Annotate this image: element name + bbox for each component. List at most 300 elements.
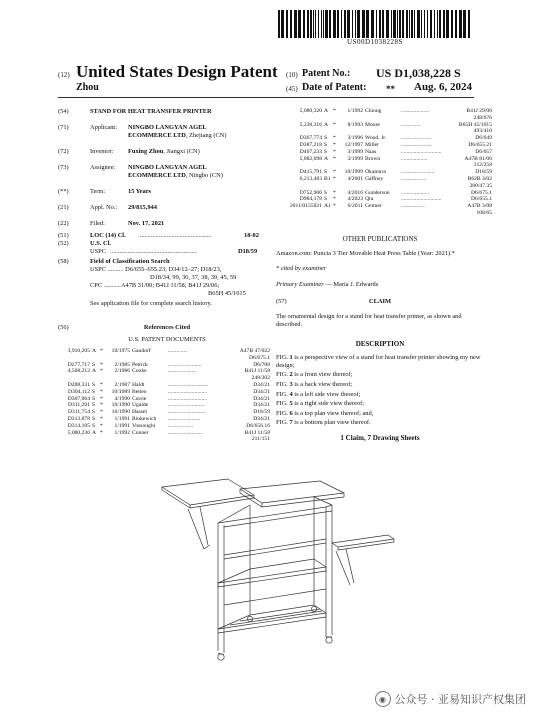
reference-class: B62B 3/02 <box>467 176 492 182</box>
barcode-bar <box>344 10 346 38</box>
reference-d: 10/1989 <box>111 388 130 395</box>
code-term: (**) <box>58 188 69 195</box>
patent-no-label: Patent No.: <box>302 68 351 79</box>
reference-k: A <box>324 108 329 114</box>
left-references-list <box>58 348 270 460</box>
reference-dots: ............................ <box>168 395 208 402</box>
design-title: STAND FOR HEAT TRANSFER PRINTER <box>90 108 212 115</box>
reference-class-continued: 211/151 <box>251 436 270 443</box>
code-58: (58) <box>58 258 69 265</box>
reference-who: Chiong <box>365 108 382 114</box>
inventor-place: , Jiangxi (CN) <box>163 148 200 155</box>
reference-dots: ............................ <box>168 388 208 395</box>
barcode-bar <box>393 10 396 38</box>
reference-dots: ...................... <box>401 135 432 142</box>
reference-dots: ............................. <box>168 382 209 388</box>
code-57: (57) <box>276 298 287 306</box>
reference-class: B41J 29/06 <box>466 108 492 114</box>
reference-dots: ............................. <box>401 148 442 155</box>
barcode-bar <box>298 10 301 38</box>
figure-description <box>276 354 484 369</box>
reference-class: A47B 3/08 <box>467 203 492 210</box>
barcode-bar <box>409 10 410 38</box>
barcode-bar <box>341 10 342 38</box>
reference-s: * <box>100 409 103 416</box>
header-rule <box>58 97 474 98</box>
reference-s: * <box>100 395 103 402</box>
barcode-bar <box>391 10 392 38</box>
barcode-bar <box>399 10 401 38</box>
reference-n: D387,218 <box>299 142 322 148</box>
fig-prefix: FIG. <box>276 409 290 417</box>
barcode-bar <box>414 10 415 38</box>
examiner-name: — Maria J. Edwards <box>323 280 379 288</box>
fig-number: 4 <box>289 390 293 398</box>
figure-description <box>276 400 484 408</box>
stand-perspective-drawing <box>150 465 400 680</box>
reference-dots: ........................... <box>168 409 206 416</box>
reference-class-continued: 248/676 <box>473 114 492 121</box>
filed-label: Filed: <box>90 220 105 227</box>
reference-s: * <box>100 348 103 354</box>
barcode-bar <box>333 10 336 38</box>
reference-s: * <box>333 203 336 210</box>
reference-class: D34/21 <box>253 382 270 388</box>
search-uspc-line-1: USPC .......... D6/655–655.23; D34/12–27; D18/23, <box>90 266 222 273</box>
reference-dots: .............. <box>168 348 188 354</box>
reference-who: Haldt <box>132 382 145 388</box>
barcode-bar <box>386 10 389 38</box>
header-code-10: (10) <box>286 71 298 79</box>
reference-class: A47B 81/06 <box>464 155 492 162</box>
barcode-bar <box>362 10 365 38</box>
reference-n: D415,791 <box>299 169 322 176</box>
uspc-dots: ...................................................... <box>110 248 197 255</box>
search-uspc-line-2: D18/34, 99, 36, 37, 38, 39, 45, 59 <box>150 274 237 281</box>
left-wing-bracket <box>188 507 210 549</box>
barcode-bar <box>294 10 297 38</box>
reference-d: 2/1985 <box>114 361 130 368</box>
fig-text: is a perspective view of a stand for heat transfer printer showing my new design; <box>276 354 481 369</box>
fig-text: is a left side view thereof; <box>292 390 361 398</box>
caster-front-right <box>326 637 332 643</box>
assignee-label: Assignee: <box>90 164 116 171</box>
reference-k: S <box>92 416 96 422</box>
reference-who: Moore <box>365 121 380 128</box>
reference-n: D288,331 <box>67 382 90 388</box>
reference-who: Cooke <box>132 368 147 375</box>
reference-d: 3/1999 <box>347 148 363 155</box>
reference-d: 10/1990 <box>111 409 130 416</box>
barcode-bar <box>325 10 328 38</box>
reference-n: 5,882,098 <box>299 155 322 162</box>
barcode-bar <box>459 10 462 38</box>
reference-dots: ....................... <box>168 416 201 422</box>
reference-k: S <box>324 142 328 148</box>
reference-who: Geitner <box>365 203 382 210</box>
reference-dots: ................. <box>401 203 425 210</box>
reference-n: 5,080,236 <box>67 429 90 436</box>
fig-text: is a bottom plan view thereof. <box>292 419 371 427</box>
reference-n: D313,878 <box>67 416 90 422</box>
reference-dots: ............................. <box>401 196 442 203</box>
code-52: (52) <box>58 240 69 247</box>
reference-s: * <box>100 402 103 409</box>
reference-d: 4/2001 <box>347 176 363 182</box>
code-51: (51) <box>58 232 69 239</box>
reference-d: 1/1991 <box>114 416 130 422</box>
reference-s: * <box>333 108 336 114</box>
reference-k: S <box>92 422 96 429</box>
barcode-bar <box>355 10 356 38</box>
reference-who: Gaudorf <box>132 348 151 354</box>
reference-k: S <box>324 148 328 155</box>
reference-k: S <box>324 135 328 142</box>
barcode-bar <box>323 10 324 38</box>
figure-description <box>276 419 484 427</box>
reference-class: D34/21 <box>253 416 270 422</box>
reference-d: 4/2016 <box>347 189 363 196</box>
reference-n: 6,213,483 <box>299 176 322 182</box>
barcode-bar <box>313 10 314 38</box>
reference-dots: .................. <box>168 422 194 429</box>
claim-title: CLAIM <box>368 298 391 306</box>
appl-no-label: Appl. No.: <box>90 204 118 211</box>
reference-s: * <box>100 368 103 375</box>
other-publication: Amazon.com: Puncia 3 Tier Movable Heat Press Table (Year: 2021).* <box>276 249 455 257</box>
reference-k: S <box>92 402 96 409</box>
uspc-label: USPC <box>90 248 106 255</box>
fig-prefix: FIG. <box>276 419 290 427</box>
loc-label: LOC (14) Cl. <box>90 232 126 239</box>
fig-prefix: FIG. <box>276 380 290 388</box>
examiner-label: Primary Examiner <box>276 280 324 288</box>
fig-number: 5 <box>289 400 293 408</box>
reference-who: Brown <box>365 155 381 162</box>
reference-n: D314,105 <box>67 422 90 429</box>
reference-class-continued: 312/258 <box>473 162 492 169</box>
loc-dots: .............................................. <box>138 232 212 239</box>
reference-dots: ................... <box>401 155 428 162</box>
reference-s: * <box>333 169 336 176</box>
reference-n: 2011/0155021 <box>289 203 322 210</box>
reference-s: * <box>100 422 103 429</box>
bibliographic-right <box>276 236 484 443</box>
reference-k: B1 <box>324 176 331 182</box>
code-22: (22) <box>58 220 69 227</box>
references-cited-title: References Cited <box>143 324 191 331</box>
barcode-bar <box>329 10 331 38</box>
description-title: DESCRIPTION <box>355 339 405 348</box>
fig-prefix: FIG. <box>276 390 290 398</box>
reference-k: S <box>92 361 96 368</box>
reference-s: * <box>333 135 336 142</box>
barcode-bar <box>446 10 449 38</box>
reference-k: A <box>324 121 329 128</box>
figure-description <box>276 410 484 418</box>
front-right-leg <box>326 505 332 637</box>
reference-k: S <box>324 196 328 203</box>
barcode-bar <box>376 10 377 38</box>
reference-s: * <box>333 121 336 128</box>
date-label: Date of Patent: <box>302 82 367 93</box>
reference-dots: .................. <box>401 176 427 182</box>
barcode-bar <box>417 10 420 38</box>
fig-number: 7 <box>289 419 293 427</box>
code-71: (71) <box>58 124 69 131</box>
reference-who: Naas <box>365 148 377 155</box>
reference-who: Ugalde <box>132 402 149 409</box>
reference-n: 4,568,212 <box>67 368 90 375</box>
field-search-label: Field of Classification Search <box>90 258 170 265</box>
loc-value: 18-02 <box>244 232 259 239</box>
barcode <box>278 10 472 38</box>
reference-who: Currie <box>132 395 147 402</box>
reference-k: A <box>92 348 97 354</box>
patent-number: US D1,038,228 S <box>376 66 461 80</box>
reference-dots: .............. <box>401 121 421 128</box>
fig-text: is a back view thereof; <box>292 380 353 388</box>
reference-class: D18/59 <box>253 409 270 416</box>
barcode-bar <box>303 10 305 38</box>
fig-prefix: FIG. <box>276 400 290 408</box>
reference-class: B41J 11/58 <box>244 368 270 375</box>
reference-class: B65H 45/1015 <box>458 121 492 128</box>
term-value: 15 Years <box>128 188 152 195</box>
barcode-bar <box>421 10 422 38</box>
reference-dots: .................... <box>401 189 429 196</box>
claim-text: The ornamental design for a stand for heat transfer printer, as shown and described. <box>276 313 462 328</box>
barcode-bar <box>286 10 288 38</box>
date-marks: ** <box>386 84 395 94</box>
filed-value: Nov. 17, 2021 <box>128 220 165 227</box>
figure-description <box>276 381 484 389</box>
fig-text: is a right side view thereof; <box>292 400 365 408</box>
term-label: Term: <box>90 188 106 195</box>
reference-s: * <box>333 142 336 148</box>
barcode-bar <box>371 10 374 38</box>
reference-class-continued: 108/65 <box>476 210 492 216</box>
reference-dots: ......................... <box>168 429 203 436</box>
fig-number: 3 <box>289 380 293 388</box>
assignee-name: NINGBO LANGYAN AGEL <box>128 164 207 171</box>
barcode-bar <box>379 10 381 38</box>
reference-d: 12/1997 <box>344 142 363 148</box>
reference-k: S <box>92 382 96 388</box>
barcode-bar <box>366 10 369 38</box>
patent-date: Aug. 6, 2024 <box>414 81 473 93</box>
barcode-bar <box>406 10 408 38</box>
other-publications-title: OTHER PUBLICATIONS <box>342 235 418 243</box>
reference-d: 3/1996 <box>347 135 363 142</box>
reference-n: D752,906 <box>299 189 322 196</box>
reference-n: D277,717 <box>67 361 90 368</box>
reference-class: D18/59 <box>475 169 492 176</box>
barcode-bar <box>411 10 413 38</box>
front-left-leg <box>218 523 224 653</box>
fig-prefix: FIG. <box>276 354 290 362</box>
fig-number: 6 <box>289 409 293 417</box>
reference-s: * <box>100 382 103 388</box>
fig-prefix: FIG. <box>276 371 290 379</box>
reference-n: D311,291 <box>67 402 90 409</box>
reference-class: D6/657 <box>475 148 492 155</box>
barcode-bar <box>310 10 312 38</box>
reference-class: D34/21 <box>253 388 270 395</box>
reference-n: D407,233 <box>299 148 322 155</box>
reference-who: Gaffney <box>365 176 384 182</box>
figure-description <box>276 371 484 379</box>
barcode-bar <box>318 10 319 38</box>
reference-d: 1/1992 <box>114 429 130 436</box>
reference-d: 2/1987 <box>114 382 130 388</box>
code-21: (21) <box>58 204 69 211</box>
reference-class: A47B 47/022 <box>239 348 270 354</box>
barcode-bar <box>434 10 435 38</box>
applicant-label: Applicant: <box>90 124 117 131</box>
reference-class: D6/655.21 <box>468 142 492 148</box>
see-application: See application file for complete search history. <box>90 300 212 307</box>
reference-k: S <box>92 409 96 416</box>
reference-d: 10/1975 <box>111 348 130 354</box>
reference-n: D304,112 <box>67 388 90 395</box>
reference-k: A1 <box>324 203 331 210</box>
barcode-bar <box>352 10 353 38</box>
reference-class: D6/708 <box>253 361 270 368</box>
fig-number: 1 <box>289 354 293 362</box>
reference-k: A <box>92 368 97 375</box>
main-top <box>240 481 344 503</box>
reference-s: * <box>100 388 103 395</box>
reference-k: S <box>92 395 96 402</box>
reference-n: 3,910,205 <box>67 348 90 354</box>
barcode-bar <box>402 10 404 38</box>
inventor-name: Fuxing Zhou <box>128 148 164 155</box>
applicant-place: , Zhejiang (CN) <box>185 132 227 139</box>
barcode-bar <box>443 10 445 38</box>
reference-who: Vossoughi <box>132 422 156 429</box>
reference-who: Conner <box>132 429 149 436</box>
reference-d: 10/1999 <box>344 169 363 176</box>
reference-n: D307,064 <box>67 395 90 402</box>
barcode-bar <box>424 10 425 38</box>
reference-s: * <box>333 155 336 162</box>
barcode-bar <box>315 10 316 38</box>
inventor-surname: Zhou <box>76 82 99 93</box>
appl-no-value: 29/815,944 <box>128 204 157 211</box>
reference-s: * <box>333 148 336 155</box>
reference-k: S <box>92 388 96 395</box>
middle-shelf <box>218 559 326 583</box>
reference-k: S <box>324 169 328 176</box>
barcode-bar <box>278 10 280 38</box>
reference-s: * <box>100 429 103 436</box>
watermark-text: 公众号 · 亚易知识产权集团 <box>394 693 526 706</box>
barcode-bar <box>463 10 466 38</box>
barcode-bar <box>427 10 428 38</box>
reference-s: * <box>333 189 336 196</box>
reference-d: 2/1986 <box>114 368 130 375</box>
right-references-list <box>282 108 492 224</box>
reference-dots: ........................ <box>168 361 202 368</box>
barcode-bar <box>439 10 441 38</box>
reference-who: Petrick <box>132 361 148 368</box>
code-72: (72) <box>58 148 69 155</box>
reference-class: D6/649 <box>475 135 492 142</box>
barcode-bar <box>397 10 398 38</box>
barcode-bar <box>451 10 453 38</box>
wechat-watermark <box>375 691 527 707</box>
code-54: (54) <box>58 108 69 115</box>
reference-who: Betteo <box>132 388 147 395</box>
patent-title: United States Design Patent <box>76 62 278 81</box>
code-56: (56) <box>58 324 69 331</box>
reference-who: Qiu <box>365 196 374 203</box>
reference-n: 5,238,316 <box>299 121 322 128</box>
reference-who: Miller <box>365 142 379 148</box>
reference-s: * <box>100 416 103 422</box>
barcode-bar <box>357 10 360 38</box>
barcode-bar <box>430 10 432 38</box>
reference-s: * <box>333 196 336 203</box>
reference-n: D311,754 <box>67 409 90 416</box>
reference-who: Gunderson <box>365 189 390 196</box>
inventor-label: Inventor: <box>90 148 114 155</box>
reference-n: D984,178 <box>299 196 322 203</box>
barcode-bar <box>290 10 292 38</box>
reference-d: 3/1999 <box>347 155 363 162</box>
assignee-place: , Ningbo (CN) <box>185 172 223 179</box>
back-legs <box>250 497 314 615</box>
reference-who: Hassel <box>132 409 147 416</box>
reference-dots: .......................... <box>168 402 205 409</box>
wechat-icon: ◉ <box>375 691 391 707</box>
reference-class: D34/21 <box>253 395 270 402</box>
reference-class-continued: D6/675.1 <box>249 354 270 361</box>
fig-number: 2 <box>289 371 293 379</box>
barcode-bar <box>437 10 438 38</box>
barcode-bar <box>321 10 322 38</box>
applicant-name: NINGBO LANGYAN AGEL <box>128 124 207 131</box>
reference-dots: ...................... <box>401 142 432 148</box>
header-code-45: (45) <box>286 85 298 93</box>
barcode-bar <box>307 10 309 38</box>
reference-dots: ........................ <box>401 169 435 176</box>
reference-who: Okamura <box>365 169 386 176</box>
assignee-name-2: ECOMMERCE LTD <box>128 172 186 179</box>
us-patent-docs-title: U.S. PATENT DOCUMENTS <box>128 336 206 343</box>
caster-back-right <box>311 606 316 611</box>
reference-dots: .................... <box>401 108 429 114</box>
fig-text: is a top plan view thereof; and, <box>292 409 374 417</box>
reference-class: D6/655.1 <box>471 196 492 203</box>
barcode-bar <box>455 10 457 38</box>
reference-d: 10/1990 <box>111 402 130 409</box>
applicant-name-2: ECOMMERCE LTD <box>128 132 186 139</box>
reference-n: 5,080,320 <box>299 108 322 114</box>
search-cpc-line-1: CPC .......... A47B 31/00; B41J 11/58; B41J 29/06; <box>90 282 220 289</box>
header-code-12: (12) <box>58 71 70 79</box>
search-cpc-line-2: B65H 45/1015 <box>208 290 246 297</box>
reference-k: A <box>92 429 97 436</box>
reference-s: * <box>100 361 103 368</box>
reference-d: 6/2011 <box>347 203 363 210</box>
reference-class-continued: 280/47.35 <box>469 182 492 189</box>
figure-descriptions <box>276 354 484 427</box>
barcode-bar <box>337 10 339 38</box>
right-extension-shelf <box>332 535 394 547</box>
figure-description <box>276 391 484 399</box>
